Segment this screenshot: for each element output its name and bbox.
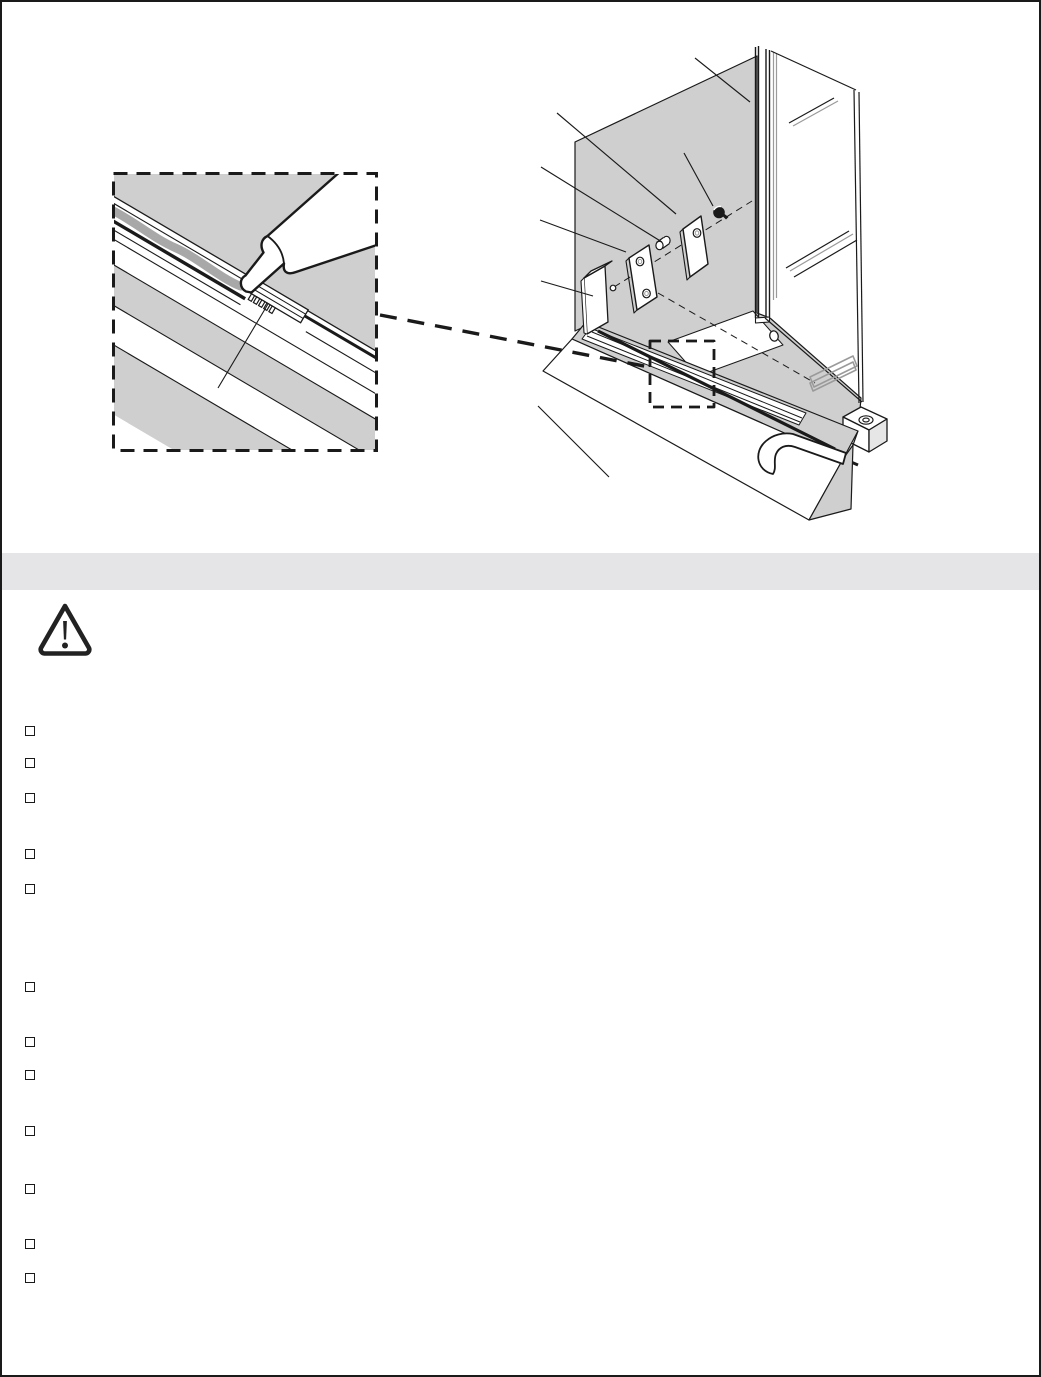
- empty-checkbox-icon[interactable]: [25, 1070, 35, 1080]
- empty-checkbox-icon[interactable]: [25, 1273, 35, 1283]
- empty-checkbox-icon[interactable]: [25, 1126, 35, 1136]
- empty-checkbox-icon[interactable]: [25, 982, 35, 992]
- empty-checkbox-icon[interactable]: [25, 1239, 35, 1249]
- empty-checkbox-icon[interactable]: [25, 793, 35, 803]
- empty-checkbox-icon[interactable]: [25, 726, 35, 736]
- empty-checkbox-icon[interactable]: [25, 1184, 35, 1194]
- empty-checkbox-icon[interactable]: [25, 849, 35, 859]
- empty-checkbox-icon[interactable]: [25, 1037, 35, 1047]
- empty-checkbox-icon[interactable]: [25, 758, 35, 768]
- empty-checkbox-icon[interactable]: [25, 884, 35, 894]
